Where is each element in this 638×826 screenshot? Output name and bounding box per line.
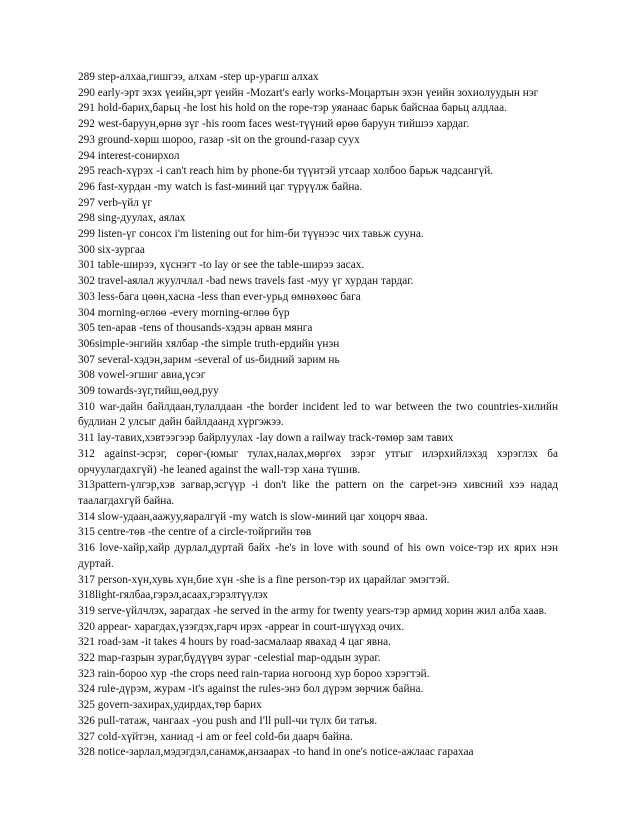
list-item: 326 pull-татаж, чангаах -you push and I'll pull-чи түлх би татья. [78, 714, 378, 727]
list-item: 289 step-алхаа,гишгээ, алхам -step up-урагш алхах [78, 71, 319, 83]
vocabulary-list [78, 70, 558, 761]
list-item: 304 morning-өглөө -every morning-өглөө бүр [78, 306, 290, 319]
list-item: 322 map-газрын зураг,бүдүүвч зураг -celestial map-оддын зураг. [78, 652, 381, 665]
list-item: 310 war-дайн байлдаан,тулалдаан -the border incident led to war between the two countries-хилийн будлиан 2 улсыг дайн байлдаанд хүргэжээ. [78, 400, 558, 429]
list-item: 292 west-баруун,өрнө зүг -his room faces west-түүний өрөө баруун тийшээ хардаг. [78, 118, 470, 131]
list-item: 293 ground-хөрш шороо, газар -sit on the ground-газар суух [78, 133, 360, 146]
list-item: 298 sing-дуулах, аялах [78, 212, 186, 225]
list-item: 301 table-ширээ, хүснэгт -to lay or see the table-ширээ засах. [78, 259, 365, 272]
list-item: 291 hold-барих,барьц -he lost his hold on the rope-тэр уяанаас барьк байснаа барьц алдлаа. [78, 102, 507, 115]
list-item: 309 towards-зүг,тийш,өөд,руу [78, 385, 219, 398]
list-item: 295 reach-хүрэх -i can't reach him by phone-би түүнтэй утсаар холбоо барьж чадсангүй. [78, 165, 494, 178]
list-item: 324 rule-дүрэм, журам -it's against the rules-энэ бол дүрэм зөрчиж байна. [78, 683, 424, 696]
list-item: 312 against-эсрэг, сөрөг-(юмыг тулах,налах,мөргөх зэрэг утгыг илэрхийлэхэд хэрэглэх ба орчуулагдахгүй) -he leaned against the wall-тэр хана түшив. [78, 447, 558, 476]
list-item: 323 rain-бороо хур -the crops need rain-тариа ногоонд хур бороо хэрэгтэй. [78, 667, 430, 680]
list-item: 316 love-хайр,хайр дурлал,дуртай байх -he's in love with sound of his own voice-тэр их ярих нэн дуртай. [78, 542, 558, 570]
list-item: 318light-гялбаа,гэрэл,асаах,гэрэлтүүлэх [78, 589, 269, 602]
list-item: 315 centre-төв -the centre of a circle-тойргийн төв [78, 526, 312, 539]
list-item: 317 person-хүн,хувь хүн,бие хүн -she is a fine person-тэр их царайлаг эмэгтэй. [78, 573, 450, 586]
list-item: 320 appear- харагдах,үзэгдэх,гарч ирэх -appear in court-шүүхэд очих. [78, 620, 405, 633]
list-item: 297 verb-үйл үг [78, 196, 153, 209]
list-item: 296 fast-хурдан -my watch is fast-миний цаг түрүүлж байна. [78, 180, 363, 193]
list-item: 314 slow-удаан,аажуу,яаралгүй -my watch is slow-миний цаг хоцорч яваа. [78, 510, 428, 523]
list-item: 319 serve-үйлчлэх, зарагдах -he served in the army for twenty years-тэр армид хорин жил алба хаав. [78, 604, 547, 617]
list-item: 328 notice-зарлал,мэдэгдэл,санамж,анзаарах -to hand in one's notice-ажлаас гарахаа [78, 746, 474, 759]
list-item: 303 less-бага цөөн,хасна -less than ever-урьд өмнөхөөс бага [78, 290, 361, 303]
list-item: 306simple-энгийн хялбар -the simple truth-ердийн үнэн [78, 337, 340, 350]
list-item: 294 interest-сонирхол [78, 149, 180, 162]
list-item: 311 lay-тавих,хэвтээгээр байрлуулах -lay down a railway track-төмөр зам тавих [78, 432, 454, 445]
list-item: 300 six-зургаа [78, 243, 145, 256]
list-item: 290 early-эрт эхэх үеийн,эрт үеийн -Mozart's early works-Моцартын эхэн үеийн зохиолуудын нэг [78, 86, 539, 99]
list-item: 305 ten-арав -tens of thousands-хэдэн арван мянга [78, 322, 313, 335]
list-item: 307 several-хэдэн,зарим -several of us-бидний зарим нь [78, 353, 340, 366]
list-item: 308 vowel-эгшиг авиа,үсэг [78, 369, 206, 382]
list-item: 325 govern-захирах,удирдах,төр барих [78, 699, 262, 712]
list-item: 313pattern-үлгэр,хэв загвар,эсгүүр -i don't like the pattern on the carpet-энэ хивсний хээ надад таалагдахгүй байна. [78, 479, 558, 507]
list-item: 299 listen-үг сонсох i'm listening out for him-би түүнээс чих тавьж сууна. [78, 228, 424, 241]
list-item: 327 cold-хүйтэн, ханиад -i am or feel cold-би даарч байна. [78, 730, 353, 743]
list-item: 302 travel-аялал жуулчлал -bad news travels fast -муу үг хурдан тардаг. [78, 275, 414, 288]
list-item: 321 road-зам -it takes 4 hours by road-засмалаар явахад 4 цаг явна. [78, 636, 392, 649]
